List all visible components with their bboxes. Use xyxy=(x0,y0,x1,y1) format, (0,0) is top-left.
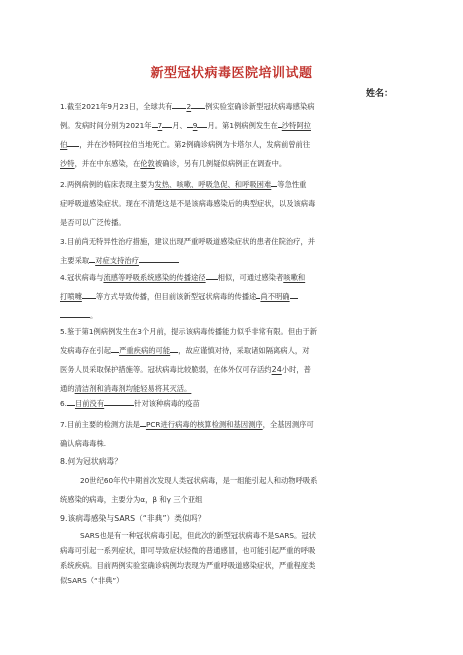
question-9 xyxy=(60,509,405,588)
q1-line-3: 伯 ，并在沙特阿拉伯当地死亡。第2例确诊病例为卡塔尔人，发病前曾前往 xyxy=(60,135,405,154)
q2-line-2: 症呼吸道感染症状。现在不清楚这是不是该病毒感染后的典型症状，以及该病毒 xyxy=(60,199,316,208)
question-6 xyxy=(60,394,405,413)
q9-answer-line-3: 系统疾病。目前两例实验室确诊病例均表现为严重呼吸道感染症状，严重程度类 xyxy=(60,561,316,570)
q5-answer-1: 严重疾病的可能 xyxy=(119,346,171,355)
q9-answer-line-2: 病毒可引起一系列症状，即可导致症状轻微的普通感冒，也可能引起严重的呼吸 xyxy=(60,546,316,555)
q8-answer-line-1: 20世纪60年代中期首次发现人类冠状病毒，是一组能引起人和动物呼吸系 xyxy=(80,476,318,485)
q4-line-2: 打喷嚏 等方式导致传播，但目前该新型冠状病毒的传播途 尚不明确 xyxy=(60,287,405,306)
q7-line-2: 确认病毒毒株. xyxy=(60,439,107,448)
question-2 xyxy=(60,175,405,232)
question-1 xyxy=(60,97,405,173)
q9-answer-line-1: SARS也是有一种冠状病毒引起，但此次的新型冠状病毒不是SARS。冠状 xyxy=(80,531,316,540)
q4-line-1: 4.冠状病毒与流感等呼吸系统感染的传播途径 相似，可通过感染者咳嗽和 xyxy=(60,268,405,287)
q3-line-1: 3.目前尚无特异性治疗措施，建议出现严重呼吸道感染症状的患者住院治疗，并 xyxy=(60,237,316,246)
q1-answer-2: 7 xyxy=(157,121,163,130)
q1-answer-1: 2 xyxy=(186,102,192,111)
q1-answer-3: 9 xyxy=(192,121,198,130)
q1-answer-4: 沙特阿拉 xyxy=(281,121,311,130)
question-5 xyxy=(60,322,405,398)
q5-answer-3: 清洁剂和消毒剂均能轻易将其灭活。 xyxy=(74,384,192,393)
q3-line-2: 主要采取 对症支持治疗 xyxy=(60,251,405,270)
q9-question: 9.该病毒感染与SARS（“非典”）类似吗？ xyxy=(60,514,206,523)
q1-answer-6: 沙特 xyxy=(60,159,75,168)
q4-line-3: 。 xyxy=(60,306,405,325)
q1-line-2: 例。发病时间分别为2021年 7 月、 9 月。第1例病例发生在 沙特阿拉 xyxy=(60,116,405,135)
question-7 xyxy=(60,415,405,453)
q5-line-4: 通的清洁剂和消毒剂均能轻易将其灭活。 xyxy=(60,384,192,393)
q2-line-3: 是否可以广泛传播。 xyxy=(60,218,126,227)
q4-answer-2: 咳嗽和 xyxy=(283,273,306,282)
q5-line-3: 医务人员采取保护措施等。冠状病毒比较脆弱，在体外仅可存活约24小时，普 xyxy=(60,365,311,374)
q1-line-4: 沙特，并在中东感染，在伦敦被确诊，另有几例疑似病例正在调查中。 xyxy=(60,159,287,168)
q2-answer-1: 发热、咳嗽、呼吸急促、和呼吸困难 xyxy=(154,180,272,189)
q1-answer-5: 伯 xyxy=(60,140,68,149)
q4-answer-3: 打喷嚏 xyxy=(60,292,82,301)
q2-line-1: 2.两例病例的临床表现主要为发热、咳嗽、呼吸急促、和呼吸困难 等急性重 xyxy=(60,175,405,194)
q5-answer-2: 24 xyxy=(271,365,282,374)
q7-answer-1: PCR进行病毒的核算检测和基因测序 xyxy=(145,420,263,429)
question-4 xyxy=(60,268,405,325)
q4-answer-1: 流感等呼吸系统感染的传播途径 xyxy=(103,273,206,282)
q3-answer-1: 对症支持治疗 xyxy=(95,256,139,265)
q1-answer-7: 伦敦 xyxy=(140,159,155,168)
q7-line-1: 7.目前主要的检测方法是 PCR进行病毒的核算检测和基因测序，全基因测序可 xyxy=(60,415,405,434)
q8-answer-line-2: 统感染的病毒，主要分为α，β 和γ 三个亚组 xyxy=(60,495,203,504)
q5-line-2: 发病毒存在引起 严重疾病的可能 ，故应谨慎对待，采取诸如隔离病人，对 xyxy=(60,341,405,360)
document-title: 新型冠状病毒医院培训试题 xyxy=(150,66,313,81)
q6-line-1: 6. 目前没有 针对该种病毒的疫苗 xyxy=(60,394,405,413)
q1-line-1: 1.截至2021年9月23日，全球共有 2 例实验室确诊新型冠状病毒感染病 xyxy=(60,97,405,116)
name-label: 姓名： xyxy=(365,89,393,99)
q4-answer-4: 尚不明确 xyxy=(260,292,290,301)
q8-question: 8.何为冠状病毒？ xyxy=(60,457,123,466)
question-8 xyxy=(60,452,405,509)
q9-answer-line-4: 似SARS（“非典”） xyxy=(60,576,124,585)
q5-line-1: 5.鉴于第1例病例发生在3个月前，提示该病毒传播能力似乎非常有限。但由于新 xyxy=(60,327,318,336)
q6-answer-1: 目前没有 xyxy=(74,399,105,408)
question-3 xyxy=(60,232,405,270)
